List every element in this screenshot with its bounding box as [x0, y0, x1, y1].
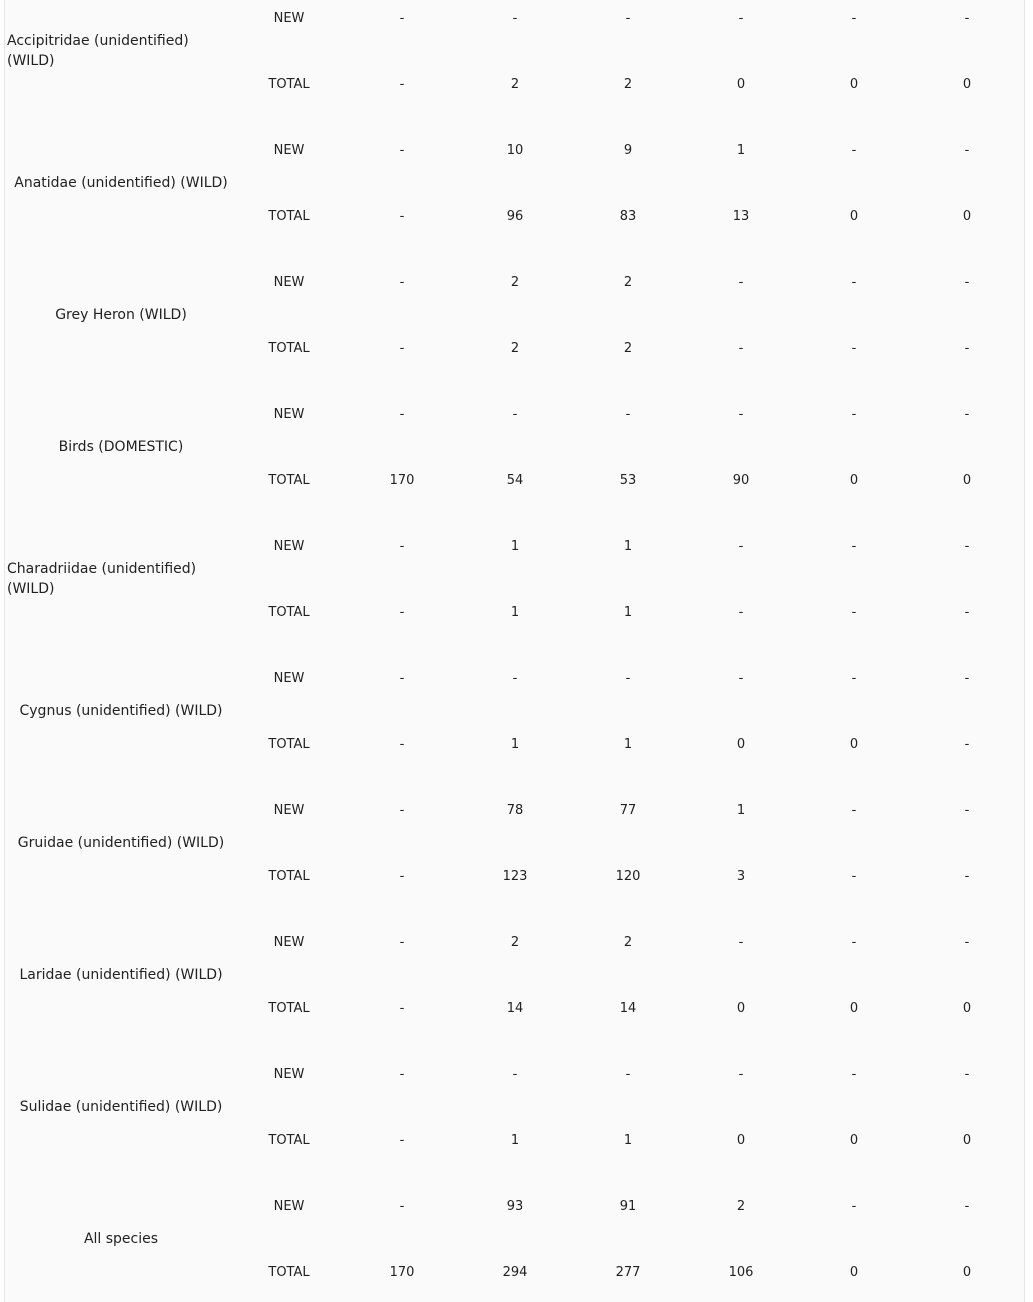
table-cell: 3	[736, 869, 746, 884]
row-label: NEW	[273, 11, 305, 26]
table-cell: -	[399, 77, 405, 92]
row-label: TOTAL	[268, 869, 310, 884]
table-cell: -	[964, 671, 970, 686]
table-cell: 1	[623, 539, 633, 554]
table-row-new	[5, 669, 1024, 689]
table-row-total	[5, 1263, 1024, 1283]
species-group	[5, 1009, 1024, 1148]
species-group	[5, 1141, 1024, 1280]
table-cell: 0	[736, 77, 746, 92]
table-cell: -	[399, 935, 405, 950]
table-cell: 0	[962, 209, 972, 224]
table-cell: 0	[849, 77, 859, 92]
table-cell: 0	[736, 1133, 746, 1148]
table-cell: 120	[615, 869, 641, 884]
table-cell: -	[738, 539, 744, 554]
table-cell: 170	[389, 1265, 415, 1280]
table-cell: 83	[619, 209, 637, 224]
table-cell: -	[738, 341, 744, 356]
table-cell: 2	[510, 341, 520, 356]
table-cell: 1	[623, 1133, 633, 1148]
table-row-new	[5, 9, 1024, 29]
table-cell: 2	[623, 341, 633, 356]
table-row-new	[5, 141, 1024, 161]
row-label: NEW	[273, 935, 305, 950]
table-cell: -	[851, 407, 857, 422]
table-cell: 91	[619, 1199, 637, 1214]
table-row-new	[5, 405, 1024, 425]
table-cell: -	[964, 143, 970, 158]
table-cell: -	[399, 341, 405, 356]
table-cell: -	[399, 1001, 405, 1016]
table-cell: 77	[619, 803, 637, 818]
row-label: NEW	[273, 143, 305, 158]
table-cell: -	[964, 407, 970, 422]
table-cell: -	[964, 1067, 970, 1082]
table-cell: -	[964, 1199, 970, 1214]
table-cell: -	[851, 143, 857, 158]
species-name: Charadriidae (unidentified) (WILD)	[7, 561, 197, 597]
table-cell: 0	[849, 1265, 859, 1280]
table-cell: -	[851, 671, 857, 686]
table-row-new	[5, 273, 1024, 293]
table-cell: -	[512, 407, 518, 422]
table-cell: 0	[962, 1265, 972, 1280]
table-cell: 170	[389, 473, 415, 488]
species-name: Grey Heron (WILD)	[55, 307, 187, 323]
row-label: TOTAL	[268, 473, 310, 488]
table-cell: 0	[849, 1001, 859, 1016]
table-cell: 1	[623, 737, 633, 752]
table-cell: -	[399, 1133, 405, 1148]
species-group	[5, 745, 1024, 884]
table-cell: 13	[732, 209, 750, 224]
table-cell: -	[851, 935, 857, 950]
table-cell: 1	[510, 605, 520, 620]
table-cell: -	[512, 1067, 518, 1082]
table-cell: -	[964, 539, 970, 554]
table-cell: -	[964, 803, 970, 818]
table-cell: 0	[962, 77, 972, 92]
row-label: TOTAL	[268, 209, 310, 224]
outbreak-table	[4, 0, 1025, 1302]
row-label: TOTAL	[268, 341, 310, 356]
table-cell: -	[399, 737, 405, 752]
table-cell: 53	[619, 473, 637, 488]
species-group	[5, 217, 1024, 356]
table-cell: 10	[506, 143, 524, 158]
table-cell: -	[399, 407, 405, 422]
table-cell: -	[625, 407, 631, 422]
table-cell: -	[512, 671, 518, 686]
species-name: Gruidae (unidentified) (WILD)	[17, 835, 225, 851]
table-cell: -	[964, 605, 970, 620]
table-cell: -	[399, 869, 405, 884]
species-name: Accipitridae (unidentified) (WILD)	[7, 33, 189, 69]
table-cell: 1	[510, 1133, 520, 1148]
species-group	[5, 85, 1024, 224]
table-cell: -	[512, 11, 518, 26]
row-label: NEW	[273, 275, 305, 290]
species-name: Laridae (unidentified) (WILD)	[19, 967, 223, 983]
table-cell: -	[399, 209, 405, 224]
row-label: NEW	[273, 407, 305, 422]
table-row-new	[5, 537, 1024, 557]
table-cell: -	[625, 11, 631, 26]
table-cell: -	[738, 671, 744, 686]
table-cell: -	[625, 1067, 631, 1082]
table-row-new	[5, 933, 1024, 953]
table-cell: -	[399, 1067, 405, 1082]
table-cell: 78	[506, 803, 524, 818]
species-name: Cygnus (unidentified) (WILD)	[19, 703, 223, 719]
table-cell: -	[399, 143, 405, 158]
table-cell: 0	[962, 1001, 972, 1016]
table-cell: 96	[506, 209, 524, 224]
row-label: TOTAL	[268, 737, 310, 752]
table-cell: 0	[736, 737, 746, 752]
row-label: NEW	[273, 1199, 305, 1214]
table-row-new	[5, 1065, 1024, 1085]
table-cell: 2	[623, 275, 633, 290]
table-cell: 1	[510, 539, 520, 554]
table-cell: -	[964, 935, 970, 950]
table-cell: -	[851, 605, 857, 620]
table-cell: -	[738, 605, 744, 620]
table-cell: -	[738, 275, 744, 290]
table-cell: 294	[502, 1265, 528, 1280]
table-cell: -	[399, 605, 405, 620]
table-cell: 1	[510, 737, 520, 752]
table-cell: 1	[736, 143, 746, 158]
table-cell: -	[964, 11, 970, 26]
table-cell: 0	[849, 1133, 859, 1148]
table-row-new	[5, 801, 1024, 821]
table-cell: 90	[732, 473, 750, 488]
row-label: TOTAL	[268, 1001, 310, 1016]
table-cell: -	[399, 539, 405, 554]
table-cell: -	[851, 275, 857, 290]
table-cell: -	[399, 1199, 405, 1214]
table-cell: -	[738, 1067, 744, 1082]
table-cell: 2	[510, 935, 520, 950]
table-cell: 0	[849, 209, 859, 224]
row-label: NEW	[273, 1067, 305, 1082]
species-group	[5, 349, 1024, 488]
species-group	[5, 613, 1024, 752]
table-cell: 0	[962, 473, 972, 488]
table-cell: -	[738, 407, 744, 422]
table-cell: -	[399, 11, 405, 26]
table-cell: 0	[962, 1133, 972, 1148]
table-cell: 123	[502, 869, 528, 884]
table-cell: 93	[506, 1199, 524, 1214]
species-name: Sulidae (unidentified) (WILD)	[19, 1099, 223, 1115]
row-label: TOTAL	[268, 1133, 310, 1148]
species-name: Anatidae (unidentified) (WILD)	[14, 175, 228, 191]
table-cell: 106	[728, 1265, 754, 1280]
table-cell: -	[964, 275, 970, 290]
table-cell: 2	[736, 1199, 746, 1214]
table-cell: -	[964, 341, 970, 356]
row-label: TOTAL	[268, 1265, 310, 1280]
table-cell: -	[399, 671, 405, 686]
species-group	[5, 0, 1024, 92]
table-cell: 2	[623, 935, 633, 950]
table-cell: 1	[623, 605, 633, 620]
table-cell: 1	[736, 803, 746, 818]
row-label: TOTAL	[268, 605, 310, 620]
table-cell: 2	[623, 77, 633, 92]
table-cell: 277	[615, 1265, 641, 1280]
species-group	[5, 877, 1024, 1016]
table-cell: -	[851, 803, 857, 818]
table-cell: 0	[849, 737, 859, 752]
table-cell: -	[399, 275, 405, 290]
table-cell: -	[738, 11, 744, 26]
row-label: NEW	[273, 803, 305, 818]
table-cell: 14	[506, 1001, 524, 1016]
table-cell: -	[851, 869, 857, 884]
table-cell: -	[964, 869, 970, 884]
table-cell: -	[964, 737, 970, 752]
table-cell: -	[851, 1067, 857, 1082]
row-label: NEW	[273, 671, 305, 686]
table-cell: -	[399, 803, 405, 818]
table-cell: -	[851, 539, 857, 554]
species-group	[5, 481, 1024, 620]
table-cell: 2	[510, 275, 520, 290]
table-cell: 54	[506, 473, 524, 488]
table-cell: 2	[510, 77, 520, 92]
row-label: TOTAL	[268, 77, 310, 92]
table-row-new	[5, 1197, 1024, 1217]
table-cell: 9	[623, 143, 633, 158]
species-name: All species	[83, 1231, 159, 1247]
table-cell: -	[851, 1199, 857, 1214]
table-cell: 0	[849, 473, 859, 488]
row-label: NEW	[273, 539, 305, 554]
table-cell: -	[851, 341, 857, 356]
table-cell: 0	[736, 1001, 746, 1016]
species-name: Birds (DOMESTIC)	[58, 439, 184, 455]
table-cell: -	[738, 935, 744, 950]
table-cell: -	[851, 11, 857, 26]
table-cell: 14	[619, 1001, 637, 1016]
table-cell: -	[625, 671, 631, 686]
